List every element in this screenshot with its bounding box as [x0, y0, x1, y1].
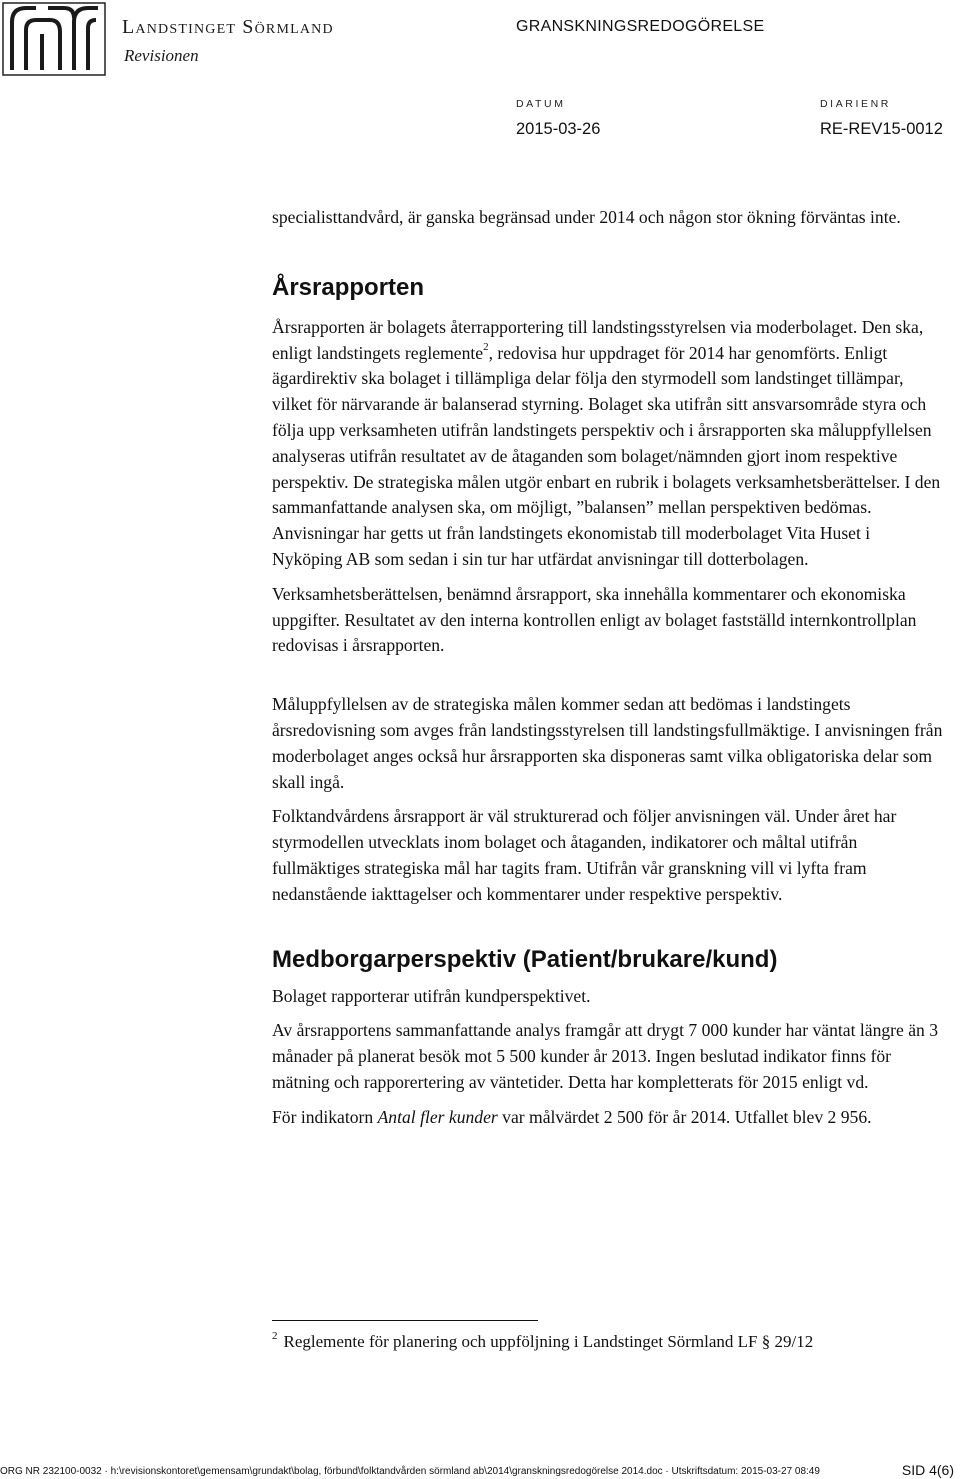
paragraph-7 [272, 1105, 944, 1131]
indicator-name: Antal fler kunder [377, 1106, 498, 1127]
diary-value: RE-REV15-0012 [820, 120, 943, 138]
date-value: 2015-03-26 [516, 120, 601, 138]
diary-label: DIARIENR [820, 98, 891, 110]
paragraph-1-text-a: Årsrapporten är bolagets återrapportering till landstingsstyrelsen via moderbolaget. Den ska, enligt landstingets reglemente [272, 316, 924, 363]
paragraph-3: Måluppfyllelsen av de strategiska målen kommer sedan att bedömas i landstingets årsredovisning som avges från landstingsstyrelsen till landstingsfullmäktige. I anvisningen från moderbolaget anges också hur årsrapporten ska disponeras samt vilka obligatoriska delar som skall ingå. [272, 694, 943, 792]
document-body [272, 205, 944, 1131]
footnote-text: Reglemente för planering och uppföljning i Landstinget Sörmland LF § 29/12 [283, 1332, 814, 1351]
paragraph-1-text-b: , redovisa hur uppdraget för 2014 har genomförts. Enligt ägardirektiv ska bolaget i tillämpliga delar följa den styrmodell som landstinget tillämpar, vilket för närvarande är balanserad styrning. Bolaget ska utifrån sitt ansvarsområde styra och följa upp verksamheten utifrån landstingets perspektiv och i årsrapporten ska måluppfyllelsen analyseras utifrån resultatet av de åtaganden som bolaget/nämnden gjort inom respektive perspektiv. De strategiska målen utgör enbart en rubrik i bolagets verksamhetsberättelser. I den sammanfattande analysen ska, om möjligt, ”balansen” mellan perspektiven bedömas. Anvisningar har getts ut från landstingets ekonomistab till moderbolaget Vita Huset i Nyköping AB som sedan i sin tur har utfärdat anvisningar till dotterbolagen. [272, 342, 941, 569]
crest-icon [2, 2, 106, 76]
paragraph-7-text-b: var målvärdet 2 500 för år 2014. Utfallet blev 2 956. [497, 1106, 872, 1127]
document-type: GRANSKNINGSREDOGÖRELSE [516, 18, 765, 35]
paragraph-4: Folktandvårdens årsrapport är väl strukturerad och följer anvisningen väl. Under året har styrmodellen utvecklats inom bolaget och åtaganden, indikatorer och måltal utifrån fullmäktiges strategiska mål har tagits fram. Utifrån vår granskning vill vi lyfta fram nedanstående iakttagelser och kommentarer under respektive perspektiv. [272, 806, 897, 904]
section-title-medborgarperspektiv: Medborgarperspektiv (Patient/brukare/kund) [272, 945, 778, 973]
org-subtitle: Revisionen [124, 46, 199, 65]
section-title-arsrapporten: Årsrapporten [272, 273, 425, 301]
page-number: SID 4(6) [901, 1462, 954, 1478]
footnote-divider [272, 1320, 538, 1321]
paragraph-7-text-a: För indikatorn [272, 1106, 378, 1127]
footnote-mark: 2 [272, 1330, 278, 1342]
footer-info: ORG NR 232100-0032 · h:\revisionskontoret\gemensam\grundakt\bolag, förbund\folktandvården sörmland ab\2014\granskningsredogörelse 2014.doc · Utskriftsdatum: 2015-03-27 08:49 [0, 1466, 820, 1477]
intro-paragraph: specialisttandvård, är ganska begränsad under 2014 och någon stor ökning förväntas inte. [272, 207, 901, 227]
landstinget-logo [2, 2, 106, 76]
org-name: Landstinget Sörmland [122, 16, 334, 38]
paragraph-6: Av årsrapportens sammanfattande analys framgår att drygt 7 000 kunder har väntat längre än 3 månader på planerat besök mot 5 500 kunder år 2013. Ingen beslutad indikator finns för mätning och rapporertering av väntetider. Detta har kompletterats för 2015 enligt vd. [272, 1020, 939, 1092]
footnote [272, 1330, 813, 1356]
paragraph-2: Verksamhetsberättelsen, benämnd årsrapport, ska innehålla kommentarer och ekonomiska uppgifter. Resultatet av den interna kontrollen enligt av bolaget fastställd internkontrollplan redovisas i årsrapporten. [272, 583, 917, 656]
date-label: DATUM [516, 98, 566, 110]
paragraph-5: Bolaget rapporterar utifrån kundperspektivet. [272, 985, 591, 1006]
paragraph-1 [272, 315, 944, 573]
footnote-reference: 2 [483, 340, 489, 353]
